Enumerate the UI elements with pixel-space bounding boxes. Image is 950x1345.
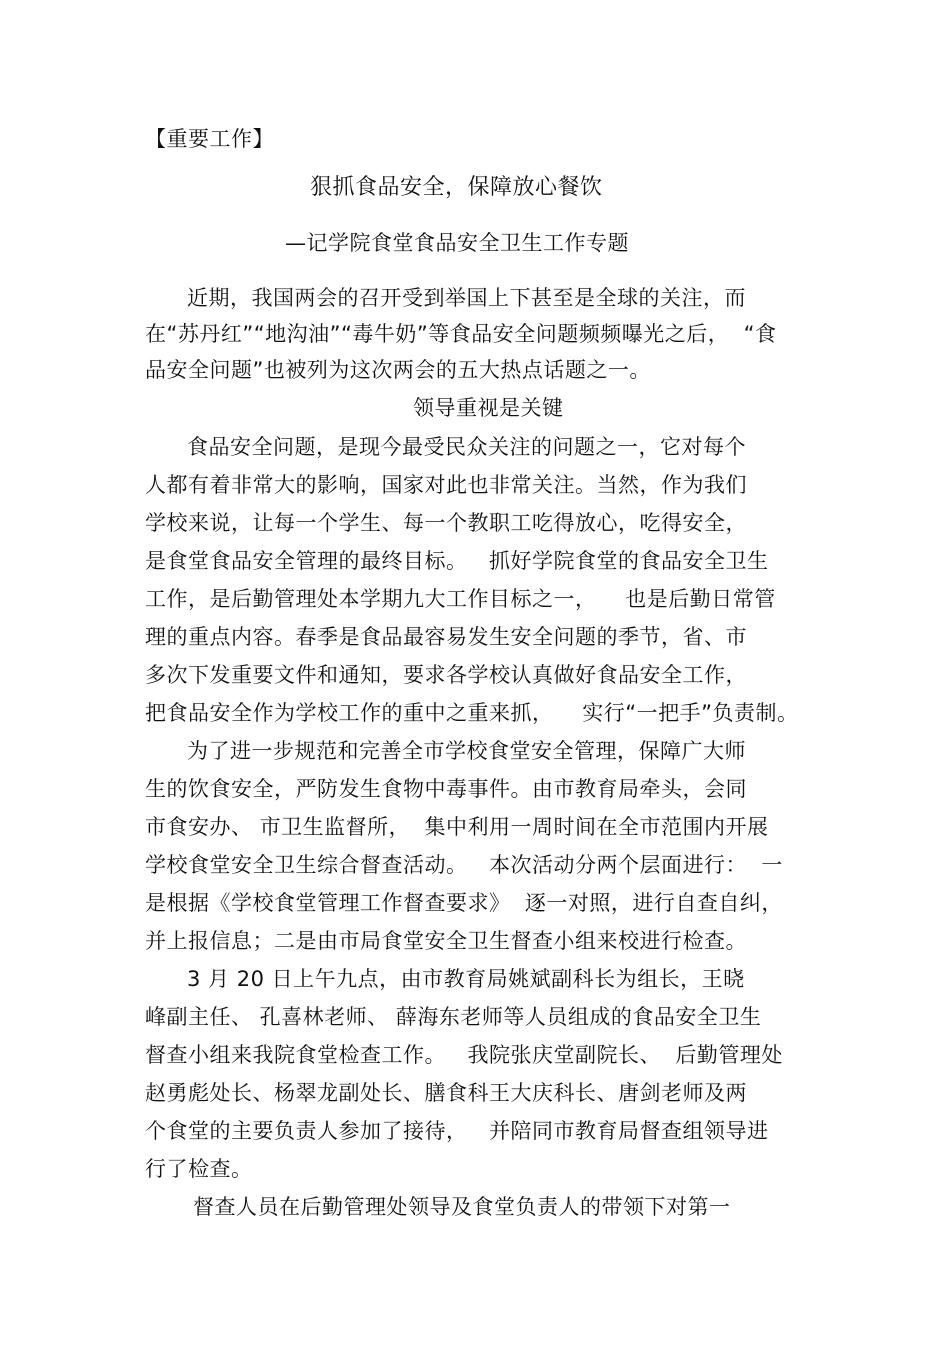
article-subtitle: —记学院食堂食品安全卫生工作专题	[285, 231, 629, 255]
paragraph-line: 人都有着非常大的影响，国家对此也非常关注。当然，作为我们	[145, 473, 747, 497]
paragraph-line: 3 月 20 日上午九点，由市教育局姚斌副科长为组长，王晓	[187, 967, 745, 991]
paragraph-line: 市食安办、 市卫生监督所， 集中利用一周时间在全市范围内开展	[145, 815, 769, 839]
section-tag: 【重要工作】	[145, 127, 274, 151]
paragraph-line: 学校食堂安全卫生综合督查活动。 本次活动分两个层面进行： 一	[145, 853, 783, 877]
paragraph-line: 督查人员在后勤管理处领导及食堂负责人的带领下对第一	[193, 1195, 731, 1219]
paragraph-line: 个食堂的主要负责人参加了接待， 并陪同市教育局督查组领导进	[145, 1119, 769, 1143]
paragraph-line: 学校来说，让每一个学生、每一个教职工吃得放心，吃得安全，	[145, 511, 747, 535]
paragraph-line: 多次下发重要文件和通知，要求各学校认真做好食品安全工作，	[145, 663, 747, 687]
paragraph-line: 食品安全问题，是现今最受民众关注的问题之一，它对每个	[187, 435, 746, 459]
paragraph-line: 理的重点内容。春季是食品最容易发生安全问题的季节，省、市	[145, 625, 747, 649]
article-title: 狠抓食品安全，保障放心餐饮	[310, 175, 603, 200]
paragraph-line: 生的饮食安全，严防发生食物中毒事件。由市教育局牵头，会同	[145, 777, 747, 801]
paragraph-line: 是食堂食品安全管理的最终目标。 抓好学院食堂的食品安全卫生	[145, 549, 769, 573]
paragraph-line: 把食品安全作为学校工作的重中之重来抓， 实行“一把手”负责制。	[145, 701, 799, 725]
intro-line: 在“苏丹红”“地沟油”“毒牛奶”等食品安全问题频频曝光之后， “食	[145, 322, 777, 346]
paragraph-line: 是根据《学校食堂管理工作督查要求》 逐一对照，进行自查自纠，	[145, 891, 783, 915]
paragraph-line: 并上报信息；二是由市局食堂安全卫生督查小组来校进行检查。	[145, 929, 747, 953]
intro-line: 近期，我国两会的召开受到举国上下甚至是全球的关注，而	[187, 286, 746, 310]
paragraph-line: 督查小组来我院食堂检查工作。 我院张庆堂副院长、 后勤管理处	[145, 1043, 783, 1067]
paragraph-line: 赵勇彪处长、杨翠龙副处长、膳食科王大庆科长、唐剑老师及两	[145, 1081, 747, 1105]
paragraph-line: 行了检查。	[145, 1157, 253, 1181]
section-heading: 领导重视是关键	[413, 396, 564, 420]
paragraph-line: 为了进一步规范和完善全市学校食堂安全管理，保障广大师	[187, 739, 746, 763]
paragraph-line: 峰副主任、 孔喜林老师、 薛海东老师等人员组成的食品安全卫生	[145, 1005, 762, 1029]
paragraph-line: 工作，是后勤管理处本学期九大工作目标之一， 也是后勤日常管	[145, 587, 776, 611]
intro-line: 品安全问题”也被列为这次两会的五大热点话题之一。	[145, 358, 651, 382]
